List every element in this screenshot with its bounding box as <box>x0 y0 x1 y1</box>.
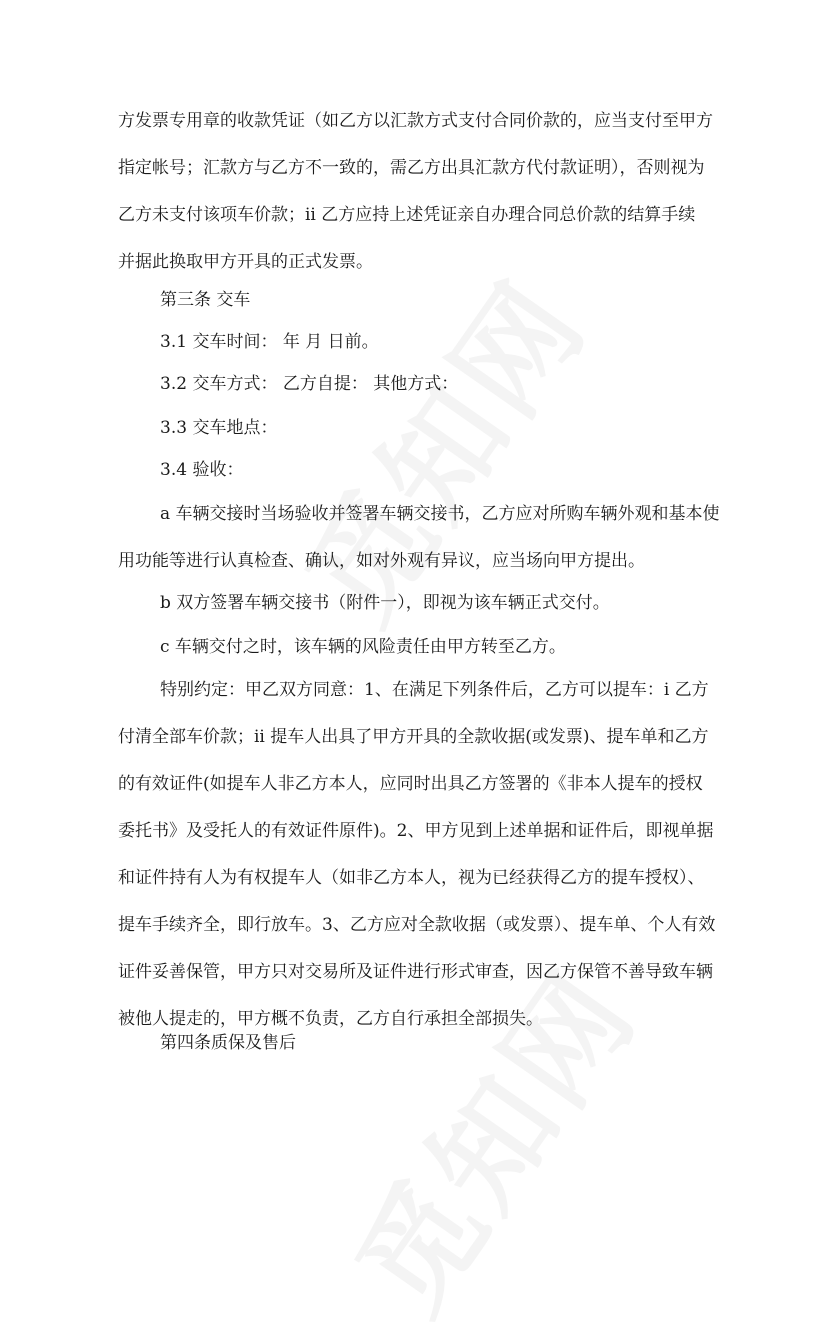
item-3-3: 3.3 交车地点： <box>160 418 278 438</box>
text-line: 被他人提走的，甲方概不负责，乙方自行承担全部损失。 <box>118 1009 543 1029</box>
special-agreement-paragraph <box>118 667 714 1043</box>
text-line: 方发票专用章的收款凭证（如乙方以汇款方式支付合同价款的，应当支付至甲方 <box>118 111 713 131</box>
item-c: c 车辆交付之时，该车辆的风险责任由甲方转至乙方。 <box>160 637 566 657</box>
article-3-title: 第三条 交车 <box>160 290 251 310</box>
item-a-paragraph <box>118 491 720 585</box>
text-line: 和证件持有人为有权提车人（如非乙方本人，视为已经获得乙方的提车授权）、 <box>118 868 705 888</box>
payment-paragraph <box>118 98 714 286</box>
item-b: b 双方签署车辆交接书（附件一），即视为该车辆正式交付。 <box>160 593 610 613</box>
text-line: 用功能等进行认真检查、确认，如对外观有异议，应当场向甲方提出。 <box>118 551 645 571</box>
item-3-1: 3.1 交车时间： 年 月 日前。 <box>160 332 379 352</box>
item-3-4: 3.4 验收： <box>160 460 244 480</box>
text-line: 证件妥善保管，甲方只对交易所及证件进行形式审查，因乙方保管不善导致车辆 <box>118 962 713 982</box>
text-line: 付清全部车价款；ii 提车人出具了甲方开具的全款收据(或发票)、提车单和乙方 <box>118 727 709 747</box>
article-4-title: 第四条质保及售后 <box>160 1033 296 1053</box>
text-line: 委托书》及受托人的有效证件原件)。2、甲方见到上述单据和证件后，即视单据 <box>118 821 714 841</box>
text-line: 提车手续齐全，即行放车。3、乙方应对全款收据（或发票）、提车单、个人有效 <box>118 915 716 935</box>
text-line: a 车辆交接时当场验收并签署车辆交接书，乙方应对所购车辆外观和基本使 <box>160 504 720 524</box>
text-line: 并据此换取甲方开具的正式发票。 <box>118 252 373 272</box>
text-line: 特别约定：甲乙双方同意：1、在满足下列条件后，乙方可以提车：i 乙方 <box>160 680 709 700</box>
text-line: 指定帐号；汇款方与乙方不一致的，需乙方出具汇款方代付款证明），否则视为 <box>118 158 705 178</box>
text-line: 的有效证件(如提车人非乙方本人，应同时出具乙方签署的《非本人提车的授权 <box>118 774 703 794</box>
text-line: 乙方未支付该项车价款；ii 乙方应持上述凭证亲自办理合同总价款的结算手续 <box>118 205 696 225</box>
item-3-2: 3.2 交车方式： 乙方自提： 其他方式： <box>160 374 459 394</box>
